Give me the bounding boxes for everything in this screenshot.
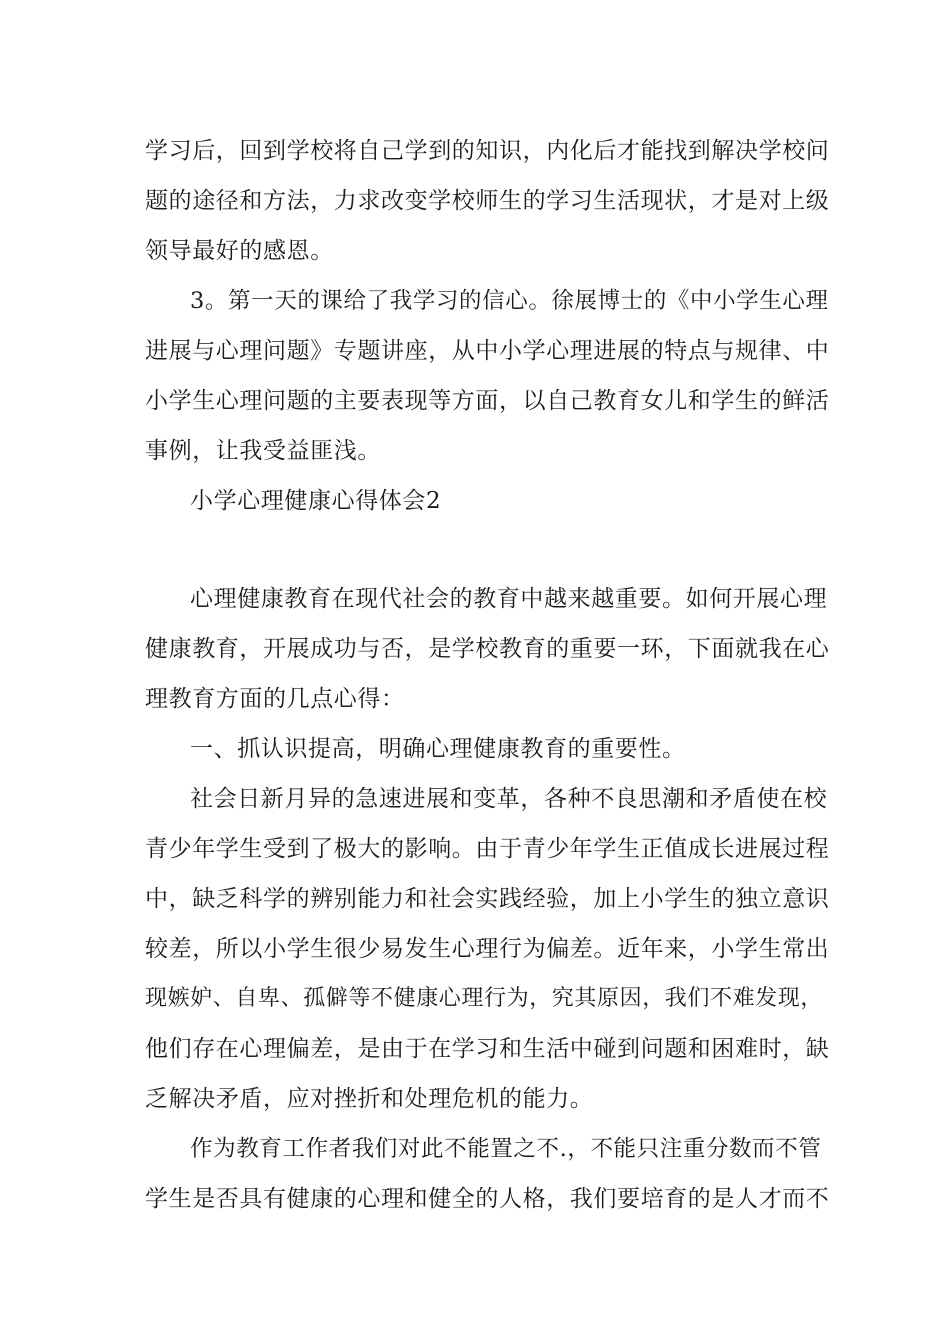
- text-line: 中，缺乏科学的辨别能力和社会实践经验，加上小学生的独立意识: [145, 886, 830, 912]
- text-line: 3。第一天的课给了我学习的信心。徐展博士的《中小学生心理: [190, 288, 829, 314]
- text-line: 领导最好的感恩。: [145, 238, 334, 264]
- text-line: 理教育方面的几点心得：: [145, 686, 405, 712]
- text-line: 青少年学生受到了极大的影响。由于青少年学生正值成长进展过程: [145, 836, 830, 862]
- text-line: 小学生心理问题的主要表现等方面，以自己教育女儿和学生的鲜活: [145, 388, 830, 414]
- section-heading: 小学心理健康心得体会2: [190, 488, 442, 514]
- text-line: 事例，让我受益匪浅。: [145, 438, 381, 464]
- text-line: 乏解决矛盾，应对挫折和处理危机的能力。: [145, 1086, 594, 1112]
- text-line: 健康教育，开展成功与否，是学校教育的重要一环，下面就我在心: [145, 636, 830, 662]
- text-line: 一、抓认识提高，明确心理健康教育的重要性。: [190, 736, 686, 762]
- text-line: 学习后，回到学校将自己学到的知识，内化后才能找到解决学校问: [145, 138, 830, 164]
- text-line: 较差，所以小学生很少易发生心理行为偏差。近年来，小学生常出: [145, 936, 830, 962]
- text-line: 现嫉妒、自卑、孤僻等不健康心理行为，究其原因，我们不难发现，: [145, 986, 824, 1011]
- text-line: 学生是否具有健康的心理和健全的人格，我们要培育的是人才而不: [145, 1186, 830, 1212]
- text-line: 题的途径和方法，力求改变学校师生的学习生活现状，才是对上级: [145, 188, 830, 214]
- text-line: 进展与心理问题》专题讲座，从中小学心理进展的特点与规律、中: [145, 338, 830, 364]
- text-line: 作为教育工作者我们对此不能置之不.，不能只注重分数而不管: [190, 1136, 822, 1162]
- text-line: 他们存在心理偏差，是由于在学习和生活中碰到问题和困难时，缺: [145, 1036, 830, 1062]
- text-line: 心理健康教育在现代社会的教育中越来越重要。如何开展心理: [190, 586, 828, 612]
- text-line: 社会日新月异的急速进展和变革，各种不良思潮和矛盾使在校: [190, 786, 828, 812]
